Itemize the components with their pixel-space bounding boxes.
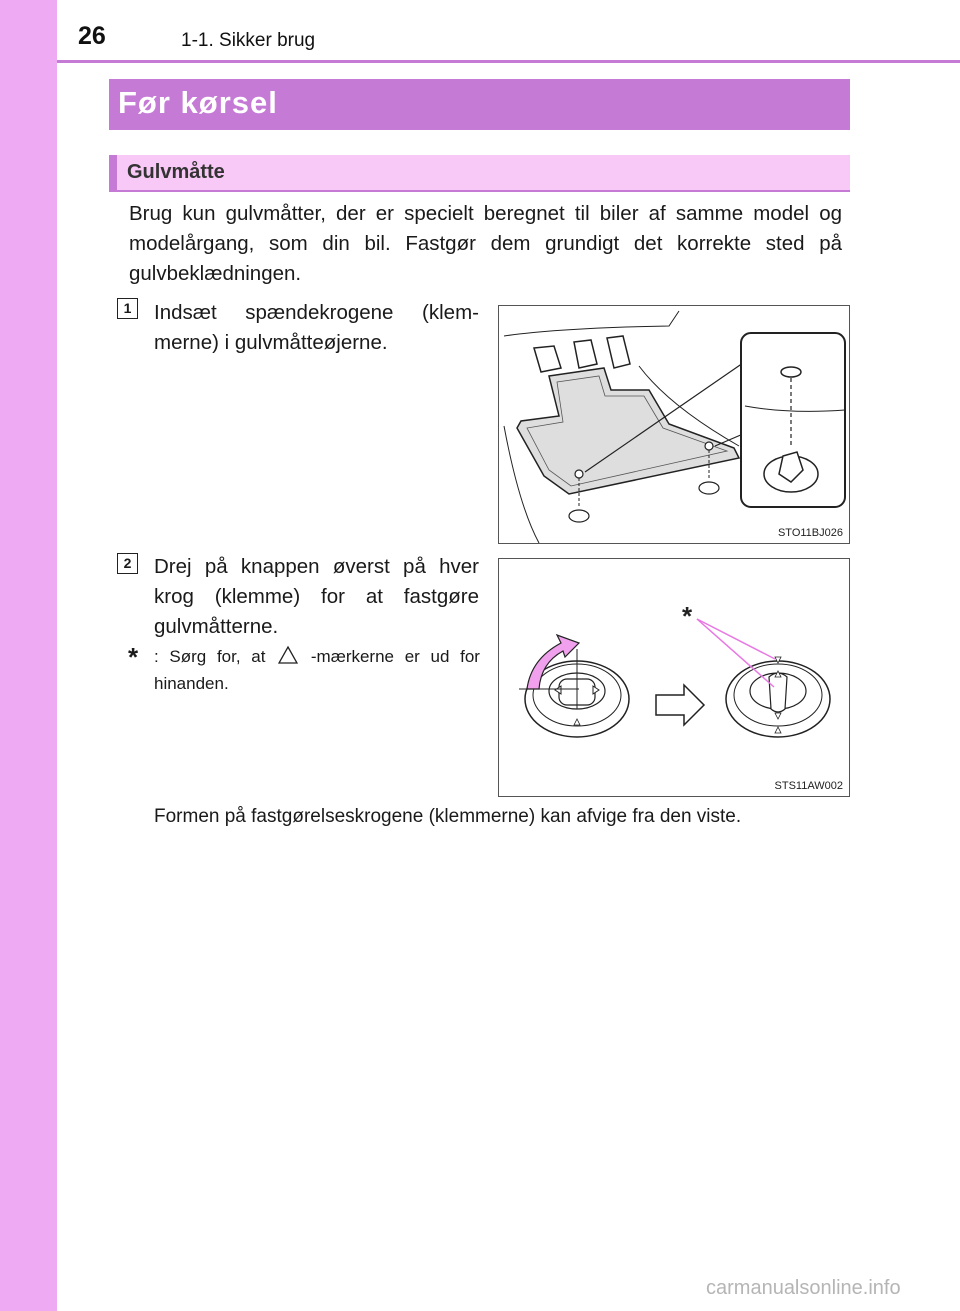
figure-code: STO11BJ026 xyxy=(777,527,843,539)
note-text-after: -mærkerne er ud for hinanden. xyxy=(154,647,480,693)
step-2-text: Drej på knappen øverst på hver krog (klemme) for at fastgøre gulvmåtterne. xyxy=(154,555,479,638)
step-2-badge: 2 xyxy=(117,553,138,574)
page-title: Før kørsel xyxy=(118,85,278,120)
header-rule xyxy=(57,60,960,63)
note-body xyxy=(154,643,480,697)
note-marker: * xyxy=(128,642,139,672)
page-number: 26 xyxy=(78,22,106,50)
step-1-badge: 1 xyxy=(117,298,138,319)
subheading-bar xyxy=(109,155,850,192)
note-text-before: : Sørg for, at xyxy=(154,647,266,666)
figure-hook-rotation xyxy=(498,558,850,797)
side-strip xyxy=(0,0,57,1311)
footnote: Formen på fastgørelseskrogene (klemmerne) kan afvige fra den viste. xyxy=(154,806,742,827)
floor-mat-illustration xyxy=(499,306,849,543)
step-1-text: Indsæt spændekrogene (klem-merne) i gulvmåtteøjerne. xyxy=(154,301,479,354)
header-section: 1-1. Sikker brug xyxy=(181,30,316,51)
hook-rotation-illustration xyxy=(499,559,849,796)
title-bar xyxy=(109,79,850,130)
subheading-accent xyxy=(109,155,117,192)
figure-code: STS11AW002 xyxy=(774,780,843,792)
note xyxy=(128,642,480,693)
svg-text:*: * xyxy=(682,601,693,631)
subheading: Gulvmåtte xyxy=(127,161,225,183)
intro-paragraph: Brug kun gulvmåtter, der er specielt beregnet til biler af samme model og modelårgang, som din bil. Fastgør dem grundigt det korrekte sted på gulvbeklædningen. xyxy=(129,202,842,285)
figure-floor-mat xyxy=(498,305,850,544)
watermark: carmanualsonline.info xyxy=(706,1277,901,1299)
triangle-outline-icon xyxy=(278,646,298,664)
